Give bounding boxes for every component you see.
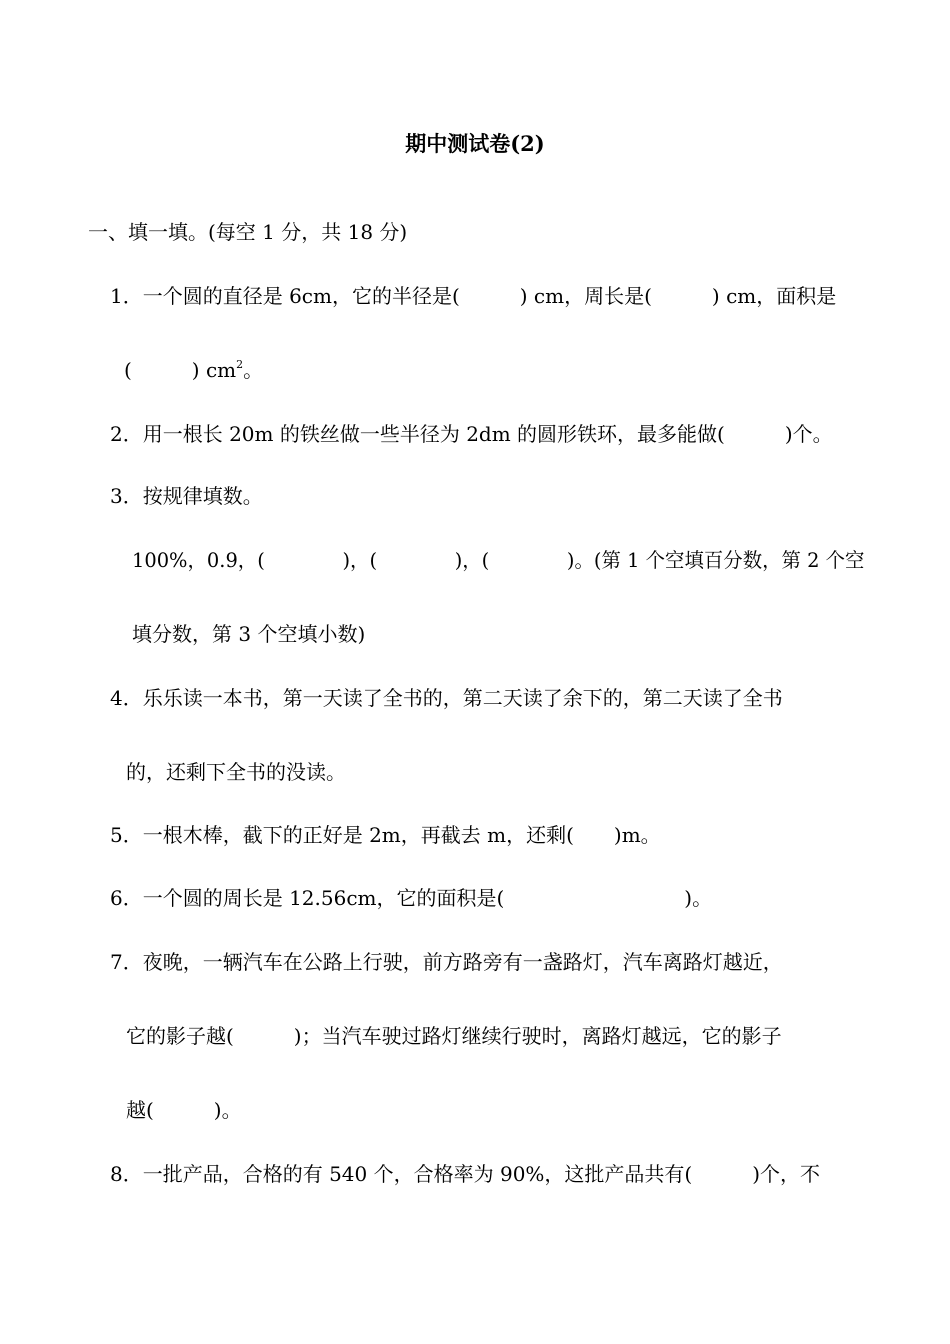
question-3-line-1: 3．按规律填数。 [110,484,263,508]
question-1-line-2 [124,357,263,383]
question-1-superscript: 2 [236,358,244,371]
question-3-line-2: 100%，0.9，( )，( )，( )。(第 1 个空填百分数，第 2 个空 [132,548,865,572]
question-1-blank: ( ) cm [124,358,237,382]
question-6: 6．一个圆的周长是 12.56cm，它的面积是( )。 [110,886,713,910]
question-4-line-2: 的，还剩下全书的没读。 [126,760,346,784]
question-3-line-3: 填分数，第 3 个空填小数) [132,622,366,646]
question-5: 5．一根木棒，截下的正好是 2m，再截去 m，还剩( )m。 [110,823,661,847]
question-1-line-1: 1．一个圆的直径是 6cm，它的半径是( ) cm，周长是( ) cm，面积是 [110,284,837,308]
question-4-line-1: 4．乐乐读一本书，第一天读了全书的，第二天读了余下的，第二天读了全书 [110,686,783,710]
question-7-line-2: 它的影子越( )；当汽车驶过路灯继续行驶时，离路灯越远，它的影子 [126,1024,782,1048]
question-7-line-1: 7．夜晚，一辆汽车在公路上行驶，前方路旁有一盏路灯，汽车离路灯越近， [110,950,783,974]
question-7-line-3: 越( )。 [126,1098,242,1122]
question-1-end: 。 [243,358,264,382]
page-title: 期中测试卷(2) [405,131,545,156]
question-2: 2．用一根长 20m 的铁丝做一些半径为 2dm 的圆形铁环，最多能做( )个。 [110,422,833,446]
section-heading: 一、填一填。(每空 1 分，共 18 分) [88,220,408,244]
question-8: 8．一批产品，合格的有 540 个，合格率为 90%，这批产品共有( )个，不 [110,1162,821,1186]
